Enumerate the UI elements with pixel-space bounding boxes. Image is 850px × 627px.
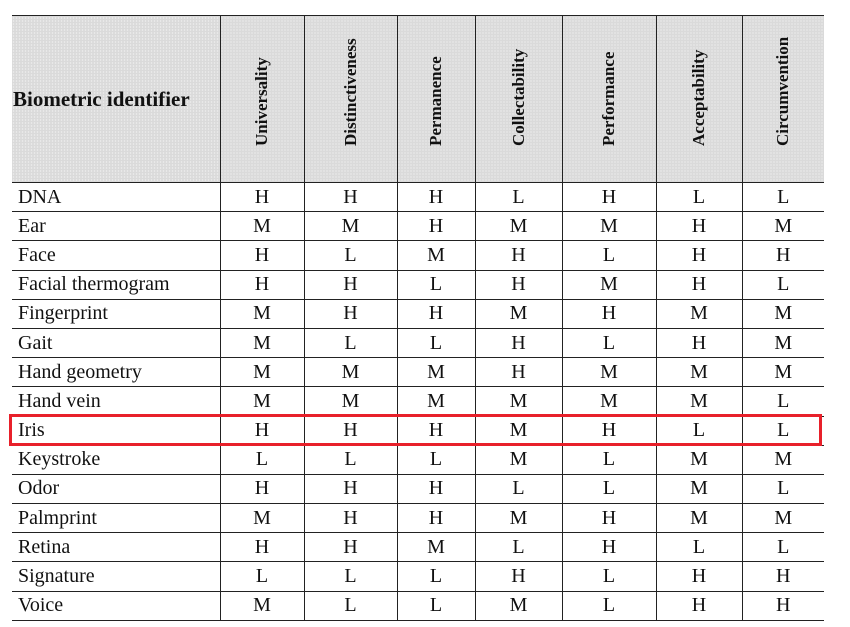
- row-label: Keystroke: [12, 445, 220, 474]
- header-label: Universality: [252, 57, 271, 146]
- rating-cell: H: [397, 504, 475, 533]
- rating-cell: M: [475, 212, 562, 241]
- rating-cell: L: [742, 474, 824, 503]
- rating-cell: L: [397, 328, 475, 357]
- rating-cell: M: [742, 212, 824, 241]
- rating-cell: H: [656, 562, 742, 591]
- rating-cell: L: [304, 591, 397, 620]
- rating-cell: H: [475, 562, 562, 591]
- rating-cell: M: [475, 445, 562, 474]
- header-label: Acceptability: [689, 49, 708, 146]
- table-row: [12, 562, 824, 591]
- rating-cell: H: [397, 416, 475, 445]
- rating-cell: L: [475, 183, 562, 212]
- rating-cell: H: [304, 183, 397, 212]
- rating-cell: L: [304, 328, 397, 357]
- rating-cell: H: [304, 299, 397, 328]
- rating-cell: M: [475, 504, 562, 533]
- rating-cell: M: [475, 416, 562, 445]
- rating-cell: L: [562, 328, 656, 357]
- rating-cell: L: [656, 416, 742, 445]
- rating-cell: H: [397, 212, 475, 241]
- rating-cell: M: [220, 212, 304, 241]
- rating-cell: H: [220, 474, 304, 503]
- table-row: [12, 358, 824, 387]
- rating-cell: H: [304, 270, 397, 299]
- rating-cell: H: [562, 533, 656, 562]
- header-row: [12, 16, 824, 183]
- row-label: Palmprint: [12, 504, 220, 533]
- table-row: [12, 591, 824, 620]
- rating-cell: H: [304, 504, 397, 533]
- rating-cell: M: [742, 445, 824, 474]
- header-biometric-identifier: [12, 16, 220, 183]
- rating-cell: L: [304, 241, 397, 270]
- rating-cell: M: [656, 299, 742, 328]
- header-distinctiveness: [304, 16, 397, 183]
- rating-cell: M: [562, 270, 656, 299]
- rating-cell: M: [562, 387, 656, 416]
- rating-cell: H: [742, 591, 824, 620]
- rating-cell: H: [475, 328, 562, 357]
- rating-cell: L: [562, 241, 656, 270]
- rating-cell: M: [220, 358, 304, 387]
- header-universality: [220, 16, 304, 183]
- rating-cell: H: [656, 270, 742, 299]
- rating-cell: H: [220, 533, 304, 562]
- rating-cell: L: [220, 562, 304, 591]
- header-label: Circumvention: [773, 36, 793, 146]
- rating-cell: M: [220, 504, 304, 533]
- rating-cell: H: [562, 183, 656, 212]
- rating-cell: M: [475, 591, 562, 620]
- rating-cell: H: [304, 533, 397, 562]
- header-collectability: [475, 16, 562, 183]
- rating-cell: H: [562, 504, 656, 533]
- rating-cell: M: [656, 358, 742, 387]
- rating-cell: H: [475, 241, 562, 270]
- rating-cell: M: [656, 504, 742, 533]
- table-row: [12, 212, 824, 241]
- rating-cell: L: [742, 416, 824, 445]
- rating-cell: H: [475, 270, 562, 299]
- rating-cell: H: [562, 416, 656, 445]
- rating-cell: H: [656, 212, 742, 241]
- row-label: DNA: [12, 183, 220, 212]
- rating-cell: H: [742, 562, 824, 591]
- rating-cell: L: [562, 562, 656, 591]
- rating-cell: L: [562, 474, 656, 503]
- rating-cell: L: [304, 445, 397, 474]
- rating-cell: H: [397, 474, 475, 503]
- rating-cell: L: [397, 270, 475, 299]
- rating-cell: M: [656, 445, 742, 474]
- rating-cell: H: [475, 358, 562, 387]
- rating-cell: M: [397, 358, 475, 387]
- rating-cell: H: [304, 416, 397, 445]
- table-row: [12, 328, 824, 357]
- rating-cell: H: [220, 241, 304, 270]
- rating-cell: L: [656, 183, 742, 212]
- header-label: Distinctiveness: [340, 38, 360, 146]
- row-label: Ear: [12, 212, 220, 241]
- rating-cell: M: [742, 358, 824, 387]
- header-performance: [562, 16, 656, 183]
- header-biometric-identifier-label: Biometric identifier: [13, 86, 190, 111]
- rating-cell: M: [220, 299, 304, 328]
- rating-cell: H: [562, 299, 656, 328]
- rating-cell: H: [304, 474, 397, 503]
- rating-cell: H: [656, 328, 742, 357]
- rating-cell: L: [742, 270, 824, 299]
- table-row: [12, 504, 824, 533]
- rating-cell: M: [742, 299, 824, 328]
- biometric-table-container: [12, 15, 824, 621]
- rating-cell: M: [397, 241, 475, 270]
- rating-cell: H: [656, 591, 742, 620]
- row-label: Iris: [12, 416, 220, 445]
- rating-cell: L: [562, 591, 656, 620]
- rating-cell: H: [656, 241, 742, 270]
- table-body: [12, 183, 824, 621]
- rating-cell: M: [304, 212, 397, 241]
- rating-cell: M: [304, 387, 397, 416]
- header-label: Permanence: [426, 56, 445, 146]
- rating-cell: L: [220, 445, 304, 474]
- table-row: [12, 387, 824, 416]
- table-row: [12, 299, 824, 328]
- row-label: Hand vein: [12, 387, 220, 416]
- rating-cell: M: [742, 328, 824, 357]
- rating-cell: L: [304, 562, 397, 591]
- row-label: Hand geometry: [12, 358, 220, 387]
- rating-cell: L: [475, 474, 562, 503]
- header-label: Performance: [599, 51, 618, 146]
- rating-cell: M: [562, 212, 656, 241]
- rating-cell: L: [742, 183, 824, 212]
- rating-cell: L: [475, 533, 562, 562]
- header-label: Collectability: [508, 48, 528, 146]
- row-label: Facial thermogram: [12, 270, 220, 299]
- table-row: [12, 445, 824, 474]
- table-row: [12, 183, 824, 212]
- rating-cell: L: [562, 445, 656, 474]
- row-label: Signature: [12, 562, 220, 591]
- rating-cell: M: [475, 387, 562, 416]
- rating-cell: M: [397, 387, 475, 416]
- row-label: Voice: [12, 591, 220, 620]
- rating-cell: H: [220, 270, 304, 299]
- row-label: Face: [12, 241, 220, 270]
- table-row: [12, 241, 824, 270]
- rating-cell: M: [656, 387, 742, 416]
- header-circumvention: [742, 16, 824, 183]
- rating-cell: M: [656, 474, 742, 503]
- biometric-comparison-table: [12, 15, 824, 621]
- rating-cell: L: [656, 533, 742, 562]
- rating-cell: H: [397, 299, 475, 328]
- rating-cell: M: [304, 358, 397, 387]
- table-row: [12, 270, 824, 299]
- rating-cell: L: [742, 533, 824, 562]
- header-permanence: [397, 16, 475, 183]
- row-label: Gait: [12, 328, 220, 357]
- row-label: Odor: [12, 474, 220, 503]
- rating-cell: M: [397, 533, 475, 562]
- rating-cell: H: [397, 183, 475, 212]
- table-row: [12, 474, 824, 503]
- rating-cell: L: [397, 562, 475, 591]
- header-acceptability: [656, 16, 742, 183]
- rating-cell: L: [742, 387, 824, 416]
- rating-cell: M: [220, 387, 304, 416]
- rating-cell: L: [397, 445, 475, 474]
- rating-cell: M: [562, 358, 656, 387]
- rating-cell: L: [397, 591, 475, 620]
- rating-cell: H: [220, 183, 304, 212]
- rating-cell: H: [220, 416, 304, 445]
- row-label: Fingerprint: [12, 299, 220, 328]
- rating-cell: M: [220, 328, 304, 357]
- rating-cell: H: [742, 241, 824, 270]
- rating-cell: M: [220, 591, 304, 620]
- rating-cell: M: [475, 299, 562, 328]
- iris-row-highlight: [9, 414, 822, 446]
- table-row: [12, 533, 824, 562]
- rating-cell: M: [742, 504, 824, 533]
- row-label: Retina: [12, 533, 220, 562]
